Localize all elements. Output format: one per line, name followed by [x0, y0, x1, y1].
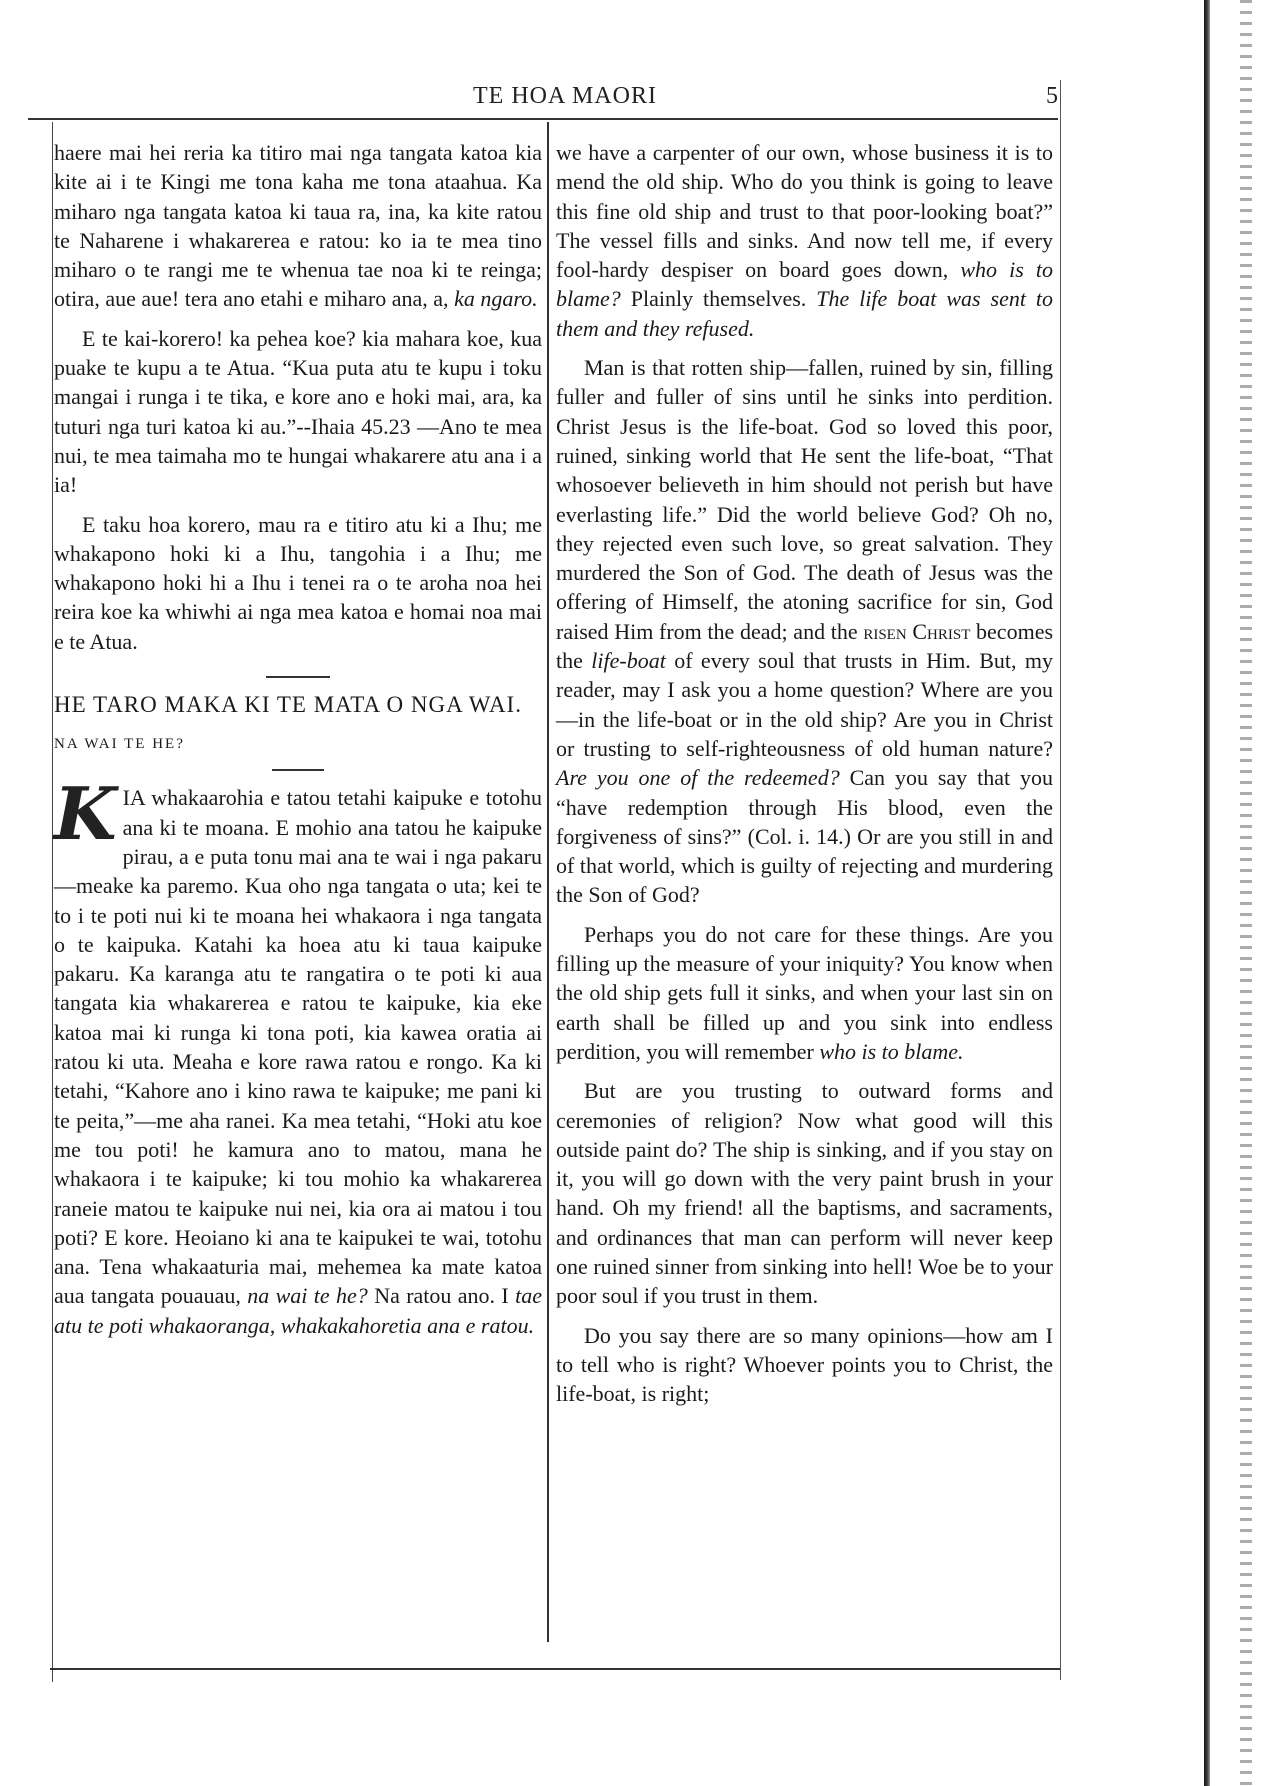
column-divider — [547, 122, 549, 1642]
left-column — [54, 138, 542, 1350]
right-p2-smallcaps: risen Christ — [863, 618, 971, 644]
section-title: HE TARO MAKA KI TE MATA O NGA WAI. — [54, 692, 522, 718]
right-p2-d: Can you say that you “have redemption through His blood, even the forgiveness of sins?” (Col. i. 14.) Or are you still in and of that world, which is guilty of rejecting and murdering the Son of God? — [556, 765, 1053, 908]
left-p4-mid: Na ratou ano. I — [374, 1283, 509, 1309]
right-p1-italic-1: who is to blame? — [556, 257, 1053, 312]
right-paragraph-1 — [556, 138, 1053, 343]
binding-edge — [1204, 0, 1210, 1786]
right-margin-line — [1060, 80, 1061, 1680]
right-p2-text: Man is that rotten ship—fallen, ruined by sin, filling fuller and fuller of sins until he sinks into perdition. Christ Jesus is the life-boat. God so loved this poor, ruined, sinking world that He sent the life-boat, “That whosoever believeth in him should not perish but have everlasting life.” Did the world believe God? Oh no, they rejected even such love, so great salvation. They murdered the Son of God. The death of Jesus was the offering of Himself, the atoning sacrifice for sin, God raised Him from the dead; and the — [556, 355, 1053, 644]
left-paragraph-4 — [54, 771, 543, 1340]
left-margin-line — [52, 122, 53, 1682]
binding-speckle — [1240, 0, 1252, 1786]
right-paragraph-5: Do you say there are so many opinions—how am I to tell who is right? Whoever points you to Christ, the life-boat, is right; — [556, 1322, 1053, 1407]
left-p4-text: IA whakaarohia e tatou tetahi kaipuke e totohu ana ki te moana. E mohio ana tatou he kaipuke pirau, a e puta tonu mai ana te wai i nga pakaru—meake ka paremo. Kua oho nga tangata o uta; kei te to i te poti nui ki te moana hei whakaora i nga tangata o te kaipuka. Katahi ka hoea atu ki taua kaipuke pakaru. Ka karanga atu te rangatira o te poti ki aua tangata kia whakarerea e ratou te kaipuke, kia eke katoa mai ki runga ki tona poti, kia kawea oratia ai ratou ki uta. Meaha e kore rawa ratou e rongo. Ka ki tetahi, “Kahore ano i kino rawa te kaipuke; me pani ki te peita,”—me aha ranei. Ka mea tetahi, “Hoki atu koe me tou poti! he kamura ano to matou, mana he whakaora i te kaipuke; ki tou mohio ka whakarerea raneie matou te kaipuke nui nei, kia ora ai matou i tou poti? E kore. Heoiano ki ana te kaipukei te wai, totohu ana. Tena whakaaturia mai, mehemea ka mate katoa aua tangata pouauau, — [54, 785, 542, 1309]
right-column — [556, 138, 1053, 1418]
right-p2-c: of every soul that trusts in Him. But, my reader, may I ask you a home question? Where are you—in the life-boat or in the old ship? Are you in Christ or trusting to self-righteousness of old human nature? — [556, 648, 1053, 761]
right-p2-italic-2: Are you one of the redeemed? — [556, 765, 840, 791]
header-rule — [28, 118, 1058, 120]
right-paragraph-3 — [556, 920, 1053, 1066]
right-p1-italic-2: The life boat was sent to them and they refused. — [556, 286, 1054, 341]
right-p3-italic: who is to blame. — [819, 1038, 964, 1064]
left-paragraph-2: E te kai-korero! ka pehea koe? kia mahara koe, kua puake te kupu a te Atua. “Kua puta atu te kupu i toku mangai i runga i te tika, e kore ano e hoki mai, ara, ka tuturi nga turi katoa ki au.”--Ihaia 45.23 —Ano te mea nui, te mea taimaha mo te hungai whakarere atu ana i a ia! — [54, 325, 542, 498]
footer-rule — [50, 1668, 1060, 1670]
right-p2-italic: life-boat — [591, 648, 666, 674]
section-subtitle: NA WAI TE HE? — [54, 736, 185, 753]
subtitle-separator — [272, 769, 324, 771]
running-title: TE HOA MAORI — [473, 83, 657, 109]
left-paragraph-3: E taku hoa korero, mau ra e titiro atu ki a Ihu; me whakapono hoki ki a Ihu, tangohia i a Ihu; me whakapono hoki hi a Ihu i tenei ra o te aroha noa hei reira koe ka whiwhi ai nga mea katoa e homai noa mai e te Atua. — [54, 511, 542, 654]
right-p2-b: becomes the — [556, 618, 1054, 674]
left-p4-italic-2: tae atu te poti whakaoranga, whakakahoretia ana e ratou. — [54, 1283, 543, 1338]
left-p1-italic: ka ngaro. — [454, 286, 538, 312]
right-paragraph-2 — [556, 353, 1053, 910]
left-p4-italic-1: na wai te he? — [247, 1283, 368, 1309]
right-p1-text: we have a carpenter of our own, whose business it is to mend the old ship. Who do you think is going to leave this fine old ship and trust to that poor-looking boat?” The vessel fills and sinks. And now tell me, if every fool-hardy despiser on board goes down, — [556, 140, 1053, 283]
page-number: 5 — [1046, 83, 1058, 109]
right-p1-mid: Plainly themselves. — [630, 286, 807, 312]
section-separator — [266, 676, 330, 678]
left-paragraph-1 — [54, 138, 542, 314]
right-p3-text: Perhaps you do not care for these things. Are you filling up the measure of your iniquity? You know when the old ship gets full it sinks, and when your last sin on earth shall be filled up and you sink into endless perdition, you will remember — [556, 921, 1053, 1064]
drop-cap: K — [54, 771, 117, 857]
left-p1-text: haere mai hei reria ka titiro mai nga tangata katoa kia kite ai i te Kingi me tona kaha me tona ataahua. Ka miharo nga tangata katoa ki taua ra, ina, ka kite ratou te Naharene i whakarerea e ratou: ko ia te mea tino miharo o te rangi me te whenua tae noa ki te reinga; otira, aue aue! tera ano etahi e miharo ana, a, — [54, 140, 542, 312]
right-paragraph-4: But are you trusting to outward forms and ceremonies of religion? Now what good will this outside paint do? The ship is sinking, and if you stay on it, you will go down with the very paint brush in your hand. Oh my friend! all the baptisms, and sacraments, and ordinances that man can perform will never keep one ruined sinner from sinking into hell! Woe be to your poor soul if you trust in them. — [556, 1078, 1053, 1309]
